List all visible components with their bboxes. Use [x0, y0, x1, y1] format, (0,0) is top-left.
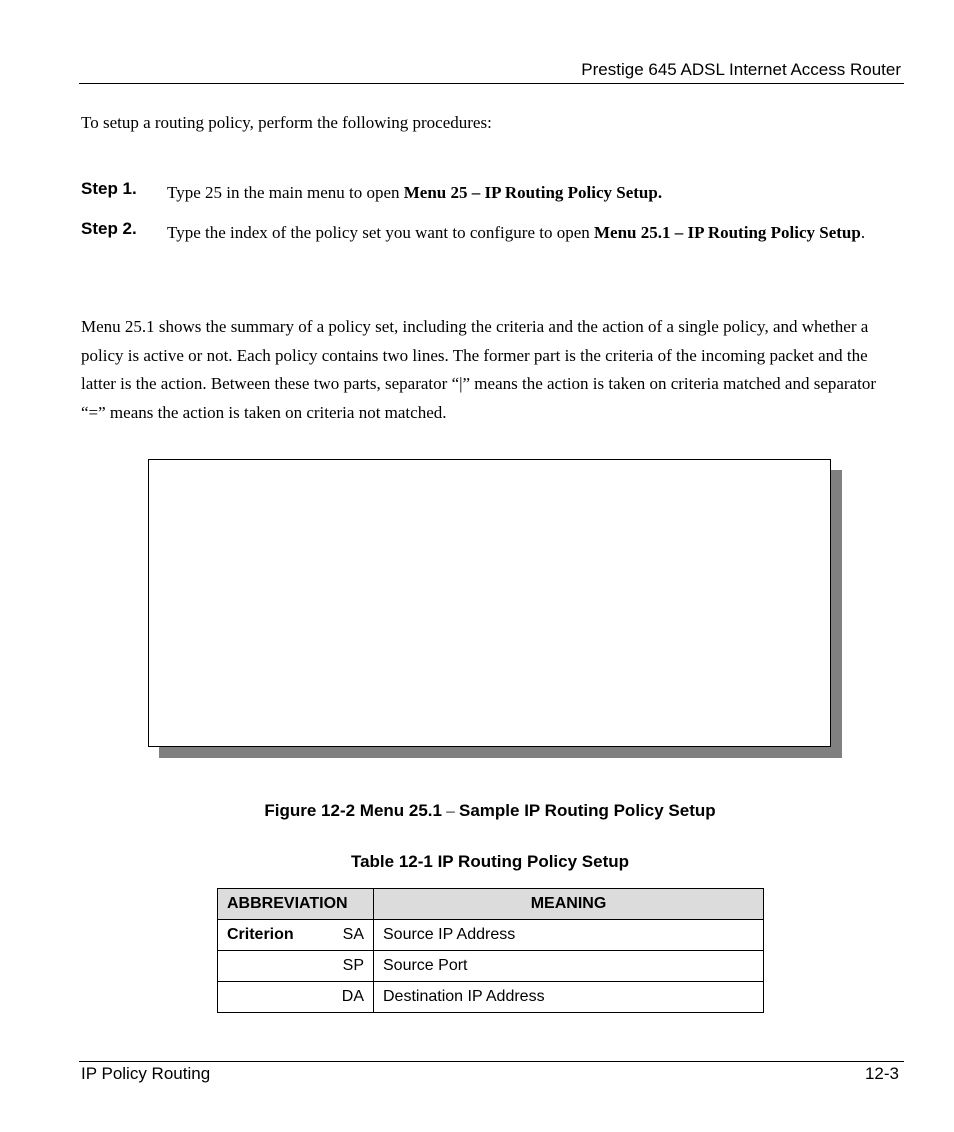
footer-section-title: IP Policy Routing [81, 1064, 211, 1083]
column-header-abbreviation: ABBREVIATION [218, 889, 374, 920]
abbreviation-value: SA [342, 926, 364, 943]
footer-rule [79, 1061, 904, 1062]
step-1-text: Type 25 in the main menu to open Menu 25 – IP Routing Policy Setup. [167, 183, 663, 202]
abbreviation-value: DA [341, 988, 364, 1005]
step-1-menu-name: Menu 25 – IP Routing Policy Setup. [403, 183, 663, 202]
step-1 [81, 179, 901, 207]
meaning-cell: Destination IP Address [374, 982, 764, 1013]
figure-screen-box [148, 459, 831, 747]
table-row [218, 982, 764, 1013]
header-rule [79, 83, 904, 84]
intro-text: To setup a routing policy, perform the following procedures: [81, 113, 492, 132]
description-paragraph: Menu 25.1 shows the summary of a policy set, including the criteria and the action of a single policy, and whether a policy is active or not. Each policy contains two lines. The former part is the criteria of the incoming packet and the latter is the action. Between these two parts, separator “|” means the action is taken on criteria matched and separator “=” means the action is taken on criteria not matched. [81, 317, 876, 422]
running-header: Prestige 645 ADSL Internet Access Router [581, 60, 901, 79]
abbreviation-cell [218, 951, 374, 982]
table-row [218, 920, 764, 951]
meaning-cell: Source Port [374, 951, 764, 982]
step-2-label: Step 2. [81, 219, 137, 238]
table-header-row [218, 889, 764, 920]
criterion-group-label: Criterion [227, 926, 294, 943]
table-row [218, 951, 764, 982]
abbreviation-value: SP [342, 957, 364, 974]
figure-caption: Figure 12-2 Menu 25.1 – Sample IP Routing Policy Setup [264, 801, 716, 820]
step-1-label: Step 1. [81, 179, 137, 198]
step-2-text: Type the index of the policy set you want to configure to open Menu 25.1 – IP Routing Policy Setup. [167, 223, 866, 242]
abbreviation-cell [218, 982, 374, 1013]
page-number: 12-3 [864, 1064, 899, 1083]
meaning-cell: Source IP Address [374, 920, 764, 951]
abbreviation-cell [218, 920, 374, 951]
routing-policy-table [217, 888, 764, 1013]
step-2-menu-name: Menu 25.1 – IP Routing Policy Setup [594, 223, 861, 242]
table-caption: Table 12-1 IP Routing Policy Setup [350, 852, 630, 871]
step-2 [81, 219, 901, 247]
column-header-meaning: MEANING [374, 889, 764, 920]
